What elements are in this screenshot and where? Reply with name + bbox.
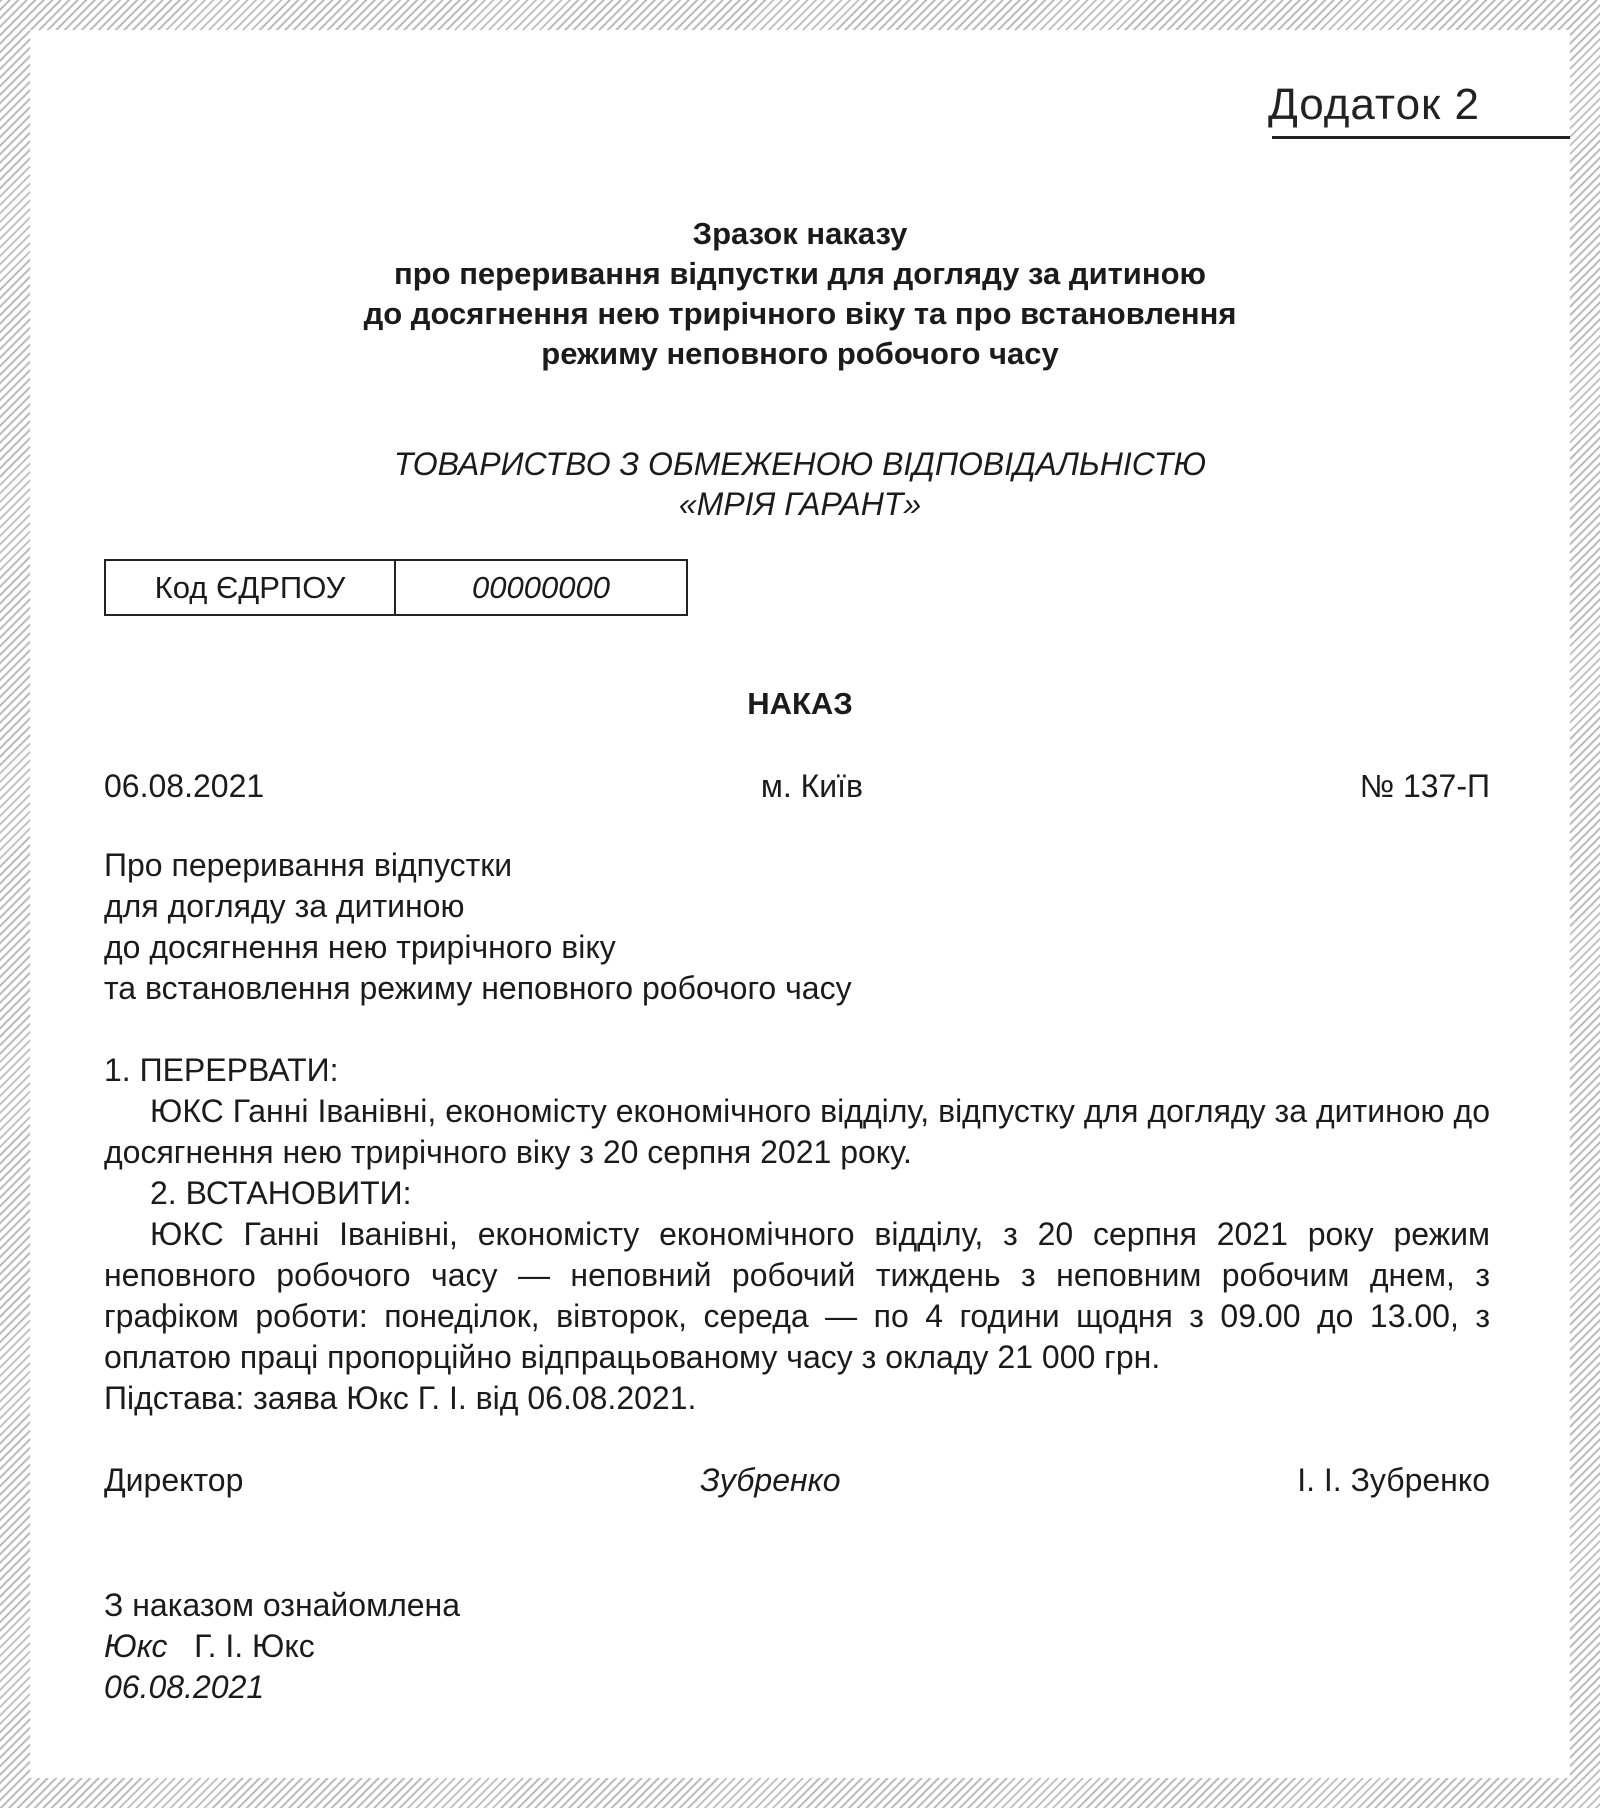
order-number: № 137-П [1359, 768, 1490, 804]
order-body [104, 1050, 1490, 1419]
edrpou-table [104, 559, 688, 616]
appendix-label: Додаток 2 [1267, 80, 1480, 129]
order-city: м. Київ [760, 768, 864, 804]
order-date: 06.08.2021 [104, 768, 265, 804]
order-meta-row [104, 768, 1490, 805]
organization-line-1: ТОВАРИСТВО З ОБМЕЖЕНОЮ ВІДПОВІДАЛЬНІСТЮ [393, 446, 1207, 482]
title-line-1: Зразок наказу [692, 216, 908, 251]
subject-line-3: до досягнення нею трирічного віку [104, 929, 616, 965]
acknowledgement-text: З наказом ознайомлена [104, 1587, 461, 1623]
organization-line-2: «МРІЯ ГАРАНТ» [678, 486, 922, 522]
subject-line-2: для догляду за дитиною [104, 888, 465, 924]
edrpou-label: Код ЄДРПОУ [105, 560, 395, 615]
document-page [30, 30, 1570, 1778]
appendix-underline [1272, 136, 1570, 139]
organization-name [30, 444, 1570, 524]
document-title [30, 214, 1570, 374]
item-2-heading: 2. ВСТАНОВИТИ: [150, 1175, 412, 1211]
edrpou-row [105, 560, 687, 615]
item-2-text: ЮКС Ганні Іванівні, економісту економічного відділу, з 20 серпня 2021 року режим неповного робочого часу — неповний робочий тиждень з неповним робочим днем, з графіком роботи: понеділок, вівторок, середа — по 4 години щодня з 09.00 до 13.00, з оплатою праці пропорційно відпрацьованому часу з окладу 21 000 грн. [104, 1216, 1490, 1375]
acknowledgement-block [104, 1585, 460, 1708]
signer-position: Директор [104, 1462, 244, 1498]
acknowledgement-name: Г. І. Юкс [194, 1628, 315, 1664]
item-1-text: ЮКС Ганні Іванівні, економісту економічного відділу, відпустку для догляду за дитиною до досягнення нею трирічного віку з 20 серпня 2021 року. [104, 1093, 1490, 1170]
acknowledgement-signature: Юкс [104, 1628, 168, 1664]
title-line-2: про переривання відпустки для догляду за дитиною [393, 256, 1206, 291]
edrpou-value: 00000000 [395, 560, 687, 615]
acknowledgement-signature-line [104, 1626, 460, 1667]
subject-line-1: Про переривання відпустки [104, 847, 513, 883]
signer-name: І. І. Зубренко [1297, 1462, 1490, 1498]
item-1-heading: 1. ПЕРЕРВАТИ: [104, 1052, 339, 1088]
order-basis: Підстава: заява Юкс Г. І. від 06.08.2021. [104, 1380, 697, 1416]
order-heading: НАКАЗ [747, 686, 853, 721]
signature-row [104, 1462, 1490, 1499]
signer-signature: Зубренко [700, 1462, 841, 1498]
acknowledgement-date: 06.08.2021 [104, 1669, 265, 1705]
order-subject [104, 845, 852, 1009]
title-line-3: до досягнення нею трирічного віку та про встановлення [363, 296, 1237, 331]
subject-line-4: та встановлення режиму неповного робочого часу [104, 970, 852, 1006]
title-line-4: режиму неповного робочого часу [541, 336, 1059, 371]
